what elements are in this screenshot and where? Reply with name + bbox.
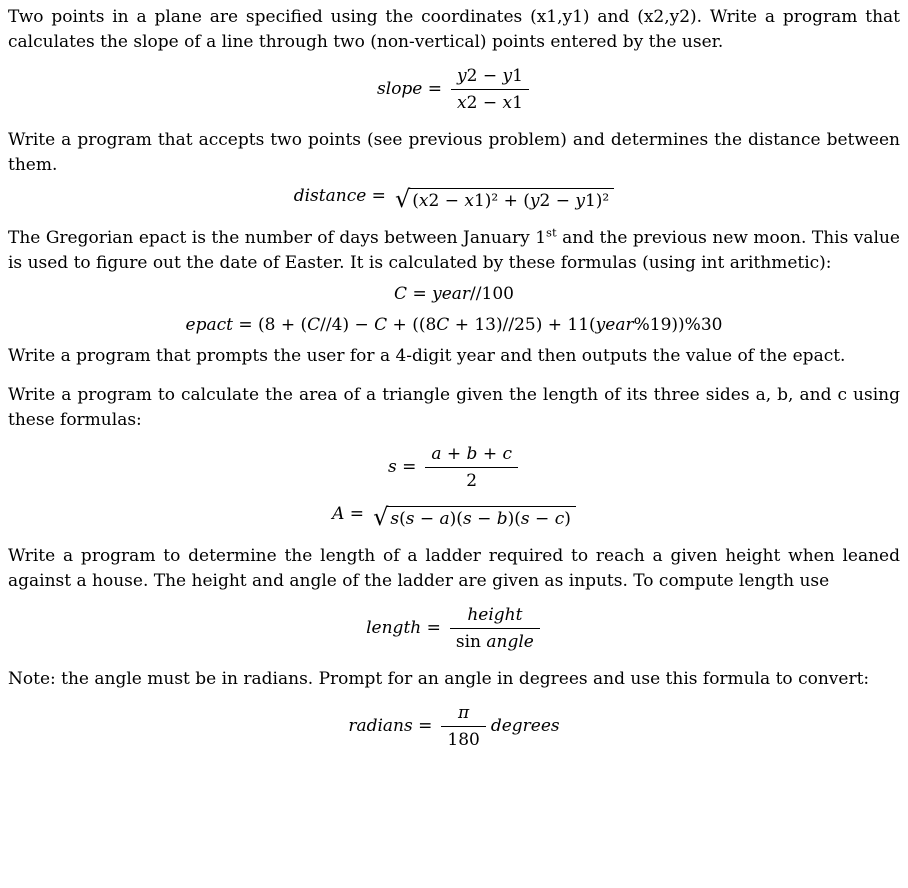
paragraph-text: Two points in a plane are specified using the coordinates (x1,y1) and (x2,y2). Write a program that calculates the slope of a line through two (non-vertical) points entered by the user. bbox=[8, 7, 900, 52]
formula-radians bbox=[8, 702, 900, 751]
paragraph-text: Note: the angle must be in radians. Prompt for an angle in degrees and use this formula to convert: bbox=[8, 669, 870, 689]
paragraph-text: Write a program to determine the length of a ladder required to reach a given height when leaned against a house. The height and angle of the ladder are given as inputs. To compute length use bbox=[8, 546, 900, 591]
denominator: x2 − x1 bbox=[457, 93, 523, 113]
paragraph-epact-task bbox=[8, 344, 900, 369]
radicand: (x2 − x1)² + (y2 − y1)² bbox=[409, 188, 614, 212]
square-root bbox=[394, 185, 614, 213]
paragraph-radians-note bbox=[8, 667, 900, 692]
formula-lhs: slope = bbox=[377, 79, 443, 99]
formula-s-value bbox=[8, 443, 900, 492]
paragraph-text: Write a program to calculate the area of a triangle given the length of its three sides a, b, and c using these formulas: bbox=[8, 385, 900, 430]
formula-suffix: degrees bbox=[490, 716, 560, 736]
paragraph-text: and the previous new moon. This value is used to figure out the date of Easter. It is calculated by these formulas (using int arithmetic): bbox=[8, 228, 900, 273]
formula-area bbox=[8, 502, 900, 530]
numerator: height bbox=[450, 604, 540, 629]
denominator: 180 bbox=[447, 730, 480, 750]
formula-lhs: length = bbox=[366, 618, 441, 638]
formula-lhs: radians = bbox=[348, 716, 433, 736]
paragraph-epact-intro bbox=[8, 226, 900, 276]
radicand: s(s − a)(s − b)(s − c) bbox=[387, 506, 576, 530]
denominator bbox=[450, 629, 540, 653]
radical-sign-icon: √ bbox=[394, 185, 411, 213]
formula-lhs: A = bbox=[332, 504, 365, 524]
paragraph-slope-problem bbox=[8, 5, 900, 55]
formula-lhs: distance = bbox=[293, 186, 386, 206]
formula-distance bbox=[8, 184, 900, 212]
expression: C = year//100 bbox=[394, 284, 514, 304]
numerator: y2 − y1 bbox=[451, 65, 529, 90]
paragraph-text: Write a program that prompts the user for a 4-digit year and then outputs the value of the epact. bbox=[8, 346, 846, 366]
formula-epact bbox=[8, 313, 900, 338]
fraction bbox=[425, 443, 518, 492]
paragraph-triangle-intro bbox=[8, 383, 900, 433]
fraction bbox=[451, 65, 529, 114]
formula-c-value bbox=[8, 282, 900, 307]
formula-length bbox=[8, 604, 900, 653]
expression: epact = (8 + (C//4) − C + ((8C + 13)//25) + 11(year%19))%30 bbox=[185, 315, 723, 335]
paragraph-ladder-intro bbox=[8, 544, 900, 594]
variable: angle bbox=[486, 632, 534, 652]
numerator: a + b + c bbox=[425, 443, 518, 468]
paragraph-text: The Gregorian epact is the number of days between January 1 bbox=[8, 228, 547, 248]
radical-sign-icon: √ bbox=[373, 503, 389, 531]
paragraph-distance-problem bbox=[8, 128, 900, 178]
numerator: π bbox=[441, 702, 485, 727]
ordinal-superscript: st bbox=[546, 225, 557, 240]
square-root bbox=[373, 503, 576, 531]
function-name: sin bbox=[455, 632, 481, 652]
formula-lhs: s = bbox=[387, 457, 417, 477]
fraction bbox=[441, 702, 485, 751]
denominator: 2 bbox=[466, 471, 478, 491]
fraction bbox=[450, 604, 540, 653]
paragraph-text: Write a program that accepts two points (see previous problem) and determines the distance between them. bbox=[8, 130, 900, 175]
formula-slope bbox=[8, 65, 900, 114]
